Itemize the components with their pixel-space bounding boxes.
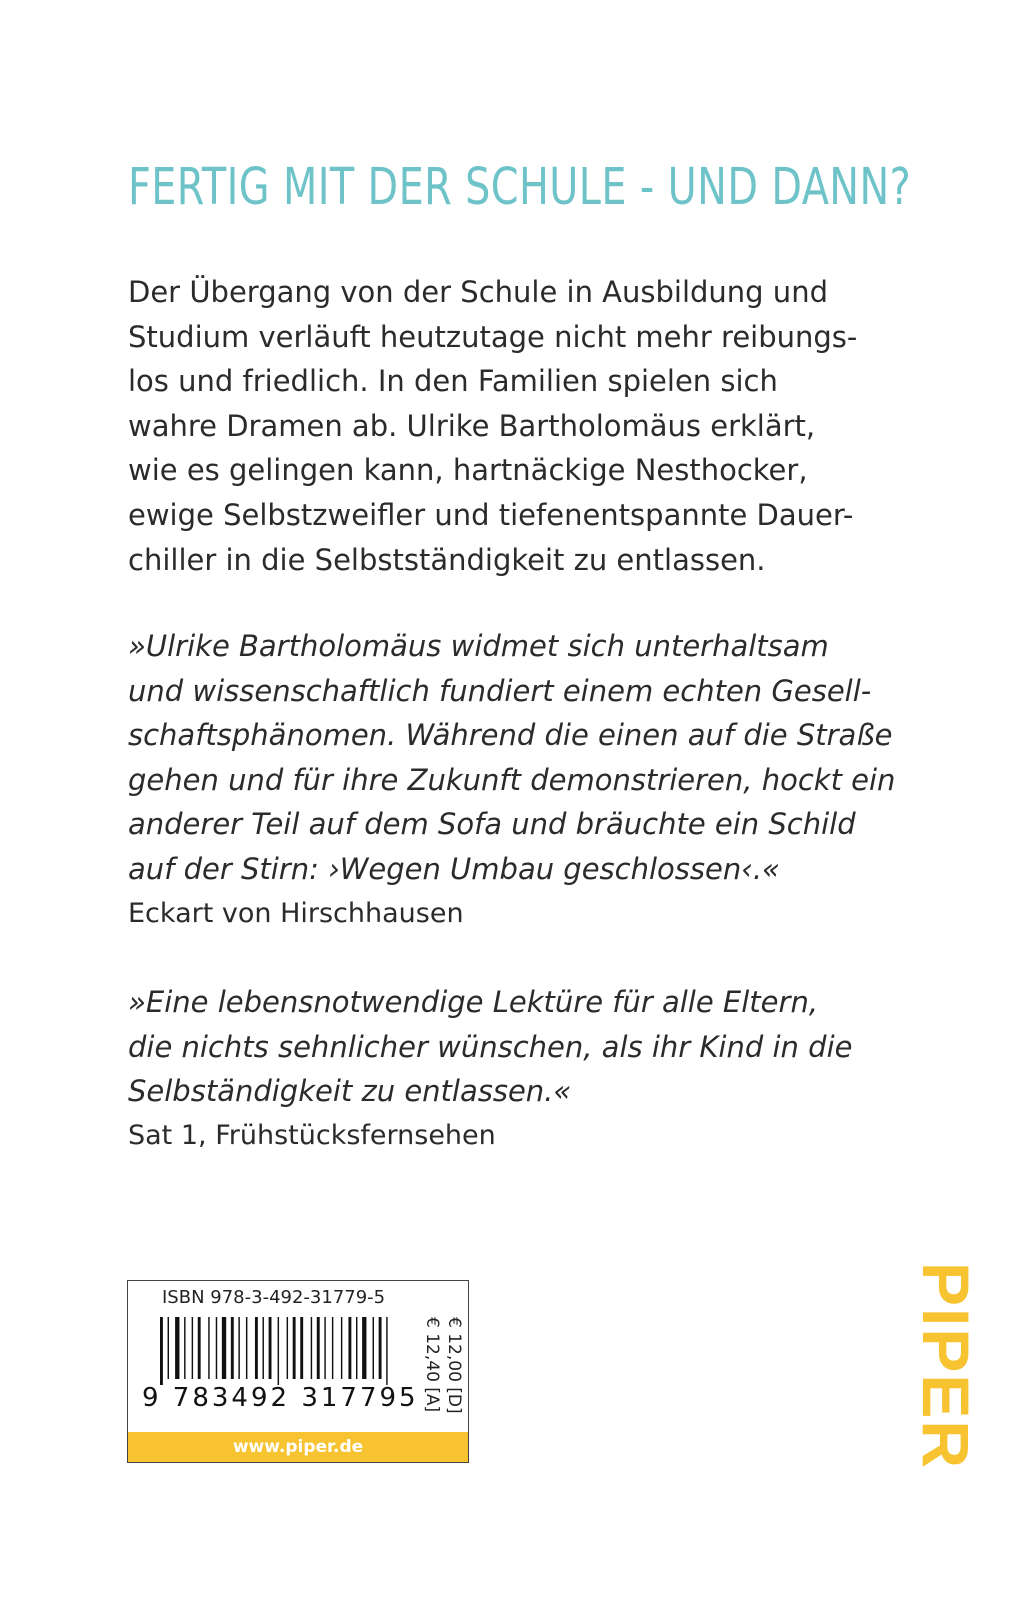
barcode-bar (341, 1317, 342, 1379)
logo-text: PIPER (909, 1262, 983, 1471)
barcode-bar (356, 1317, 357, 1379)
barcode-digits: 9 783492 317795 (142, 1383, 419, 1413)
barcode-bar (269, 1317, 272, 1379)
barcode-bar (231, 1317, 234, 1379)
description-line: Der Übergang von der Schule in Ausbildung und (128, 275, 828, 309)
barcode-bar (311, 1317, 312, 1379)
barcode-bar (348, 1317, 351, 1379)
price-block (419, 1317, 465, 1417)
quote-source: Eckart von Hirschhausen (128, 897, 464, 929)
barcode-bar (192, 1317, 193, 1379)
quote-line: und wissenschaftlich fundiert einem echten Gesell- (128, 673, 872, 708)
book-description (128, 270, 868, 582)
price-germany: € 12,00 [D] (444, 1317, 464, 1414)
barcode-bar (386, 1317, 387, 1385)
barcode-bar (300, 1317, 303, 1379)
barcode-bar (184, 1317, 185, 1379)
barcode-bar (246, 1317, 247, 1379)
description-line: los und friedlich. In den Familien spielen sich (128, 364, 778, 399)
barcode-bar (160, 1317, 163, 1385)
description-line: wie es gelingen kann, hartnäckige Nesthocker, (128, 453, 808, 488)
barcode-bar (175, 1317, 179, 1379)
barcode-bar (379, 1317, 382, 1379)
quote-source: Sat 1, Frühstücksfernsehen (128, 1119, 496, 1151)
description-line: Studium verläuft heutzutage nicht mehr reibungs- (128, 319, 858, 354)
publisher-url[interactable]: www.piper.de (232, 1437, 364, 1457)
barcode-bar (293, 1317, 296, 1379)
price-austria: € 12,40 [A] (422, 1317, 442, 1413)
quote-line: »Ulrike Bartholomäus widmet sich unterhaltsam (128, 629, 829, 663)
barcode-bar (332, 1317, 333, 1379)
quote-line: gehen und für ihre Zukunft demonstrieren, hockt ein (128, 762, 896, 797)
barcode-bar (317, 1317, 320, 1379)
barcode-bar (263, 1317, 264, 1379)
barcode-bar (362, 1317, 366, 1379)
quote-line: anderer Teil auf dem Sofa und bräuchte ein Schild (128, 807, 856, 842)
barcode-bar (222, 1317, 226, 1379)
quote-line: »Eine lebensnotwendige Lektüre für alle Eltern, (128, 985, 819, 1019)
headline: FERTIG MIT DER SCHULE - UND DANN? (128, 158, 912, 217)
quote-line: schaftsphänomen. Während die einen auf die Straße (128, 718, 893, 753)
barcode-bar (287, 1317, 288, 1379)
barcode-bar (373, 1317, 374, 1379)
publisher-url-band (128, 1432, 468, 1462)
barcode-bar (278, 1317, 279, 1385)
barcode-bar (216, 1317, 217, 1379)
barcode-bar (208, 1317, 209, 1379)
barcode-bar (168, 1317, 169, 1379)
quote-line: auf der Stirn: ›Wegen Umbau geschlossen‹.« (128, 851, 780, 886)
barcode-box (127, 1280, 469, 1463)
piper-logo (909, 1262, 983, 1471)
description-line: wahre Dramen ab. Ulrike Bartholomäus erklärt, (128, 408, 816, 443)
barcode-bar (238, 1317, 239, 1379)
review-quote-sat1 (128, 980, 868, 1158)
barcode-bar (324, 1317, 325, 1379)
isbn-label: ISBN 978-3-492-31779-5 (162, 1287, 386, 1308)
quote-line: die nichts sehnlicher wünschen, als ihr Kind in die (128, 1029, 853, 1064)
review-quote-hirschhausen (128, 624, 896, 936)
description-line: ewige Selbstzweifler und tiefenentspannte Dauer- (128, 497, 854, 532)
barcode-bar (198, 1317, 201, 1379)
quote-line: Selbständigkeit zu entlassen.« (128, 1074, 572, 1109)
description-line: chiller in die Selbstständigkeit zu entlassen. (128, 542, 766, 577)
barcode-bar (255, 1317, 258, 1379)
barcode-bars (160, 1317, 410, 1385)
